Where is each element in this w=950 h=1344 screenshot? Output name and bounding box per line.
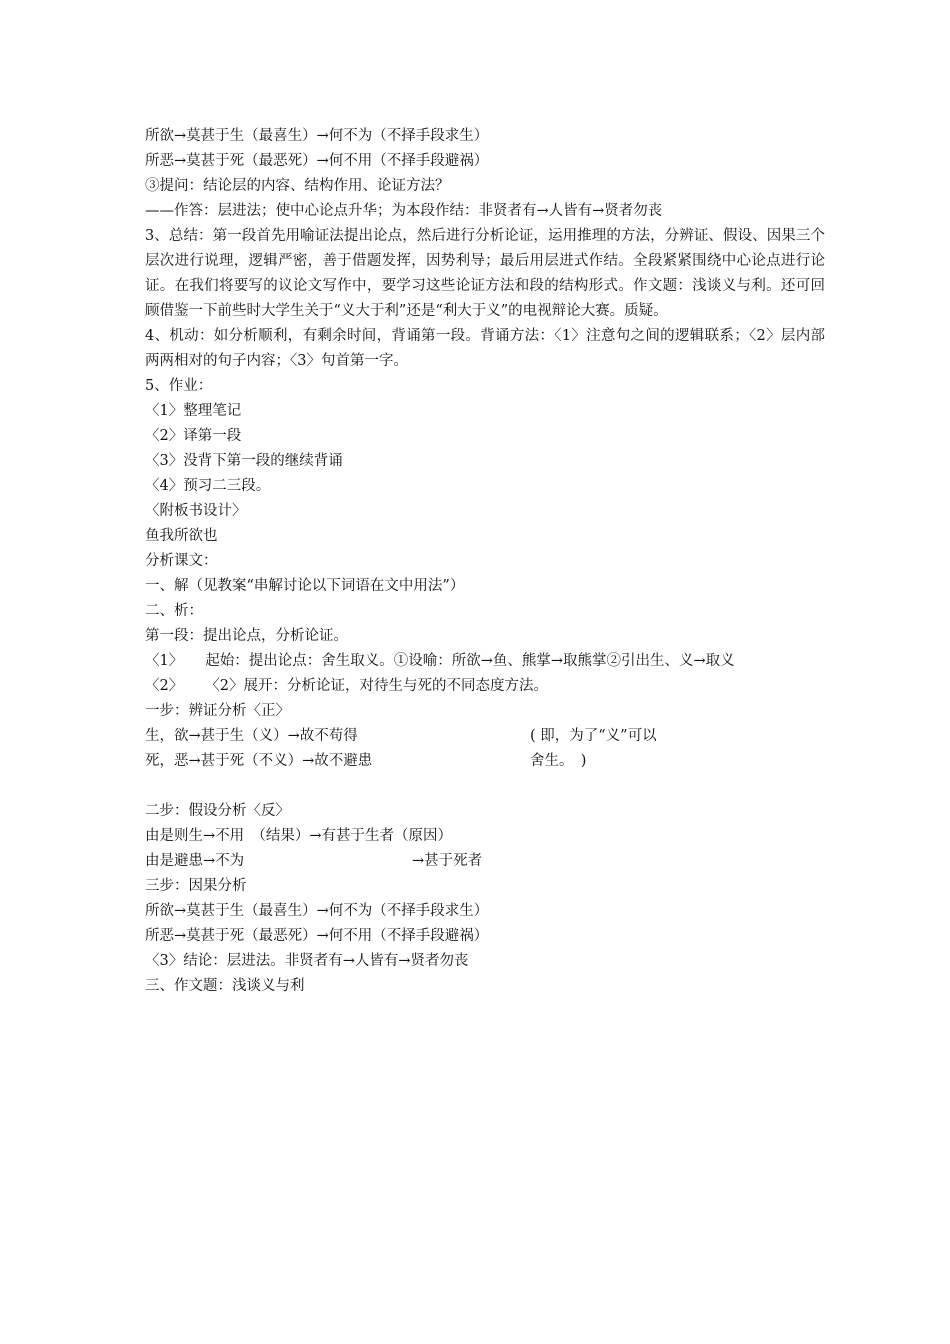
board-expand-item bbox=[145, 674, 825, 699]
document-page bbox=[145, 124, 825, 999]
board-step-2-title: 二步：假设分析〈反〉 bbox=[145, 803, 290, 819]
board-step-3-line-2: 所恶→莫甚于死（最恶死）→何不用（不择手段避祸） bbox=[145, 928, 489, 944]
board-step-2-line-2-right: →甚于死者 bbox=[412, 853, 483, 869]
board-analysis: 分析课文： bbox=[145, 553, 218, 569]
board-expand-text: 〈2〉展开：分析论证，对待生与死的不同态度方法。 bbox=[205, 678, 548, 694]
board-paragraph-1: 第一段：提出论点，分析论证。 bbox=[145, 628, 348, 644]
text-line-answer: ——作答：层进法；使中心论点升华；为本段作结：非贤者有→人皆有→贤者勿丧 bbox=[145, 203, 663, 219]
board-step-1-line-1-left: 生，欲→甚于生（义）→故不苟得 bbox=[145, 728, 358, 744]
board-start-item bbox=[145, 649, 825, 674]
board-title: 鱼我所欲也 bbox=[145, 528, 218, 544]
board-step-1-line-2-left: 死，恶→甚于死（不义）→故不避患 bbox=[145, 753, 373, 769]
text-line-question: ③提问：结论层的内容、结构作用、论证方法？ bbox=[145, 178, 450, 194]
board-expand-number: 〈2〉 bbox=[145, 678, 184, 694]
board-step-1-line-2 bbox=[145, 749, 825, 774]
flexible-paragraph: 4、机动：如分析顺利，有剩余时间，背诵第一段。背诵方法：〈1〉注意句之间的逻辑联系；〈2〉层内部两两相对的句子内容；〈3〉句首第一字。 bbox=[145, 328, 825, 369]
homework-item: 〈3〉没背下第一段的继续背诵 bbox=[145, 453, 343, 469]
board-step-1-title: 一步：辨证分析〈正〉 bbox=[145, 703, 290, 719]
board-step-1-line-1-right: ( 即，为了“义”可以 bbox=[530, 728, 657, 744]
board-step-1-line-1 bbox=[145, 724, 825, 749]
text-line-hate-death: 所恶→莫甚于死（最恶死）→何不用（不择手段避祸） bbox=[145, 153, 489, 169]
board-step-3-line-1: 所欲→莫甚于生（最喜生）→何不为（不择手段求生） bbox=[145, 903, 489, 919]
board-step-2-line-2 bbox=[145, 849, 825, 874]
homework-item: 〈2〉译第一段 bbox=[145, 428, 242, 444]
blank-line bbox=[145, 774, 825, 799]
board-step-3-title: 三步：因果分析 bbox=[145, 878, 247, 894]
board-step-1-line-2-right: 舍生。 ) bbox=[530, 753, 587, 769]
board-start-text: 起始：提出论点：舍生取义。①设喻：所欲→鱼、熊掌→取熊掌②引出生、义→取义 bbox=[205, 653, 735, 669]
board-start-number: 〈1〉 bbox=[145, 653, 184, 669]
board-step-2-line-2-left: 由是避患→不为 bbox=[145, 853, 245, 869]
text-line-desire-life: 所欲→莫甚于生（最喜生）→何不为（不择手段求生） bbox=[145, 128, 489, 144]
board-conclusion: 〈3〉结论：层进法。非贤者有→人皆有→贤者勿丧 bbox=[145, 953, 469, 969]
homework-item: 〈4〉预习二三段。 bbox=[145, 478, 271, 494]
board-section-2: 二、析： bbox=[145, 603, 203, 619]
summary-paragraph: 3、总结：第一段首先用喻证法提出论点，然后进行分析论证，运用推理的方法，分辨证、假设、因果三个层次进行说理，逻辑严密，善于借题发挥，因势利导；最后用层进式作结。全段紧紧围绕中心论点进行论证。在我们将要写的议论文写作中，要学习这些论证方法和段的结构形式。作文题：浅谈义与利。还可回顾借鉴一下前些时大学生关于“义大于利”还是“利大于义”的电视辩论大赛。质疑。 bbox=[145, 228, 825, 319]
board-heading: 〈附板书设计〉 bbox=[145, 503, 247, 519]
homework-title: 5、作业： bbox=[145, 378, 213, 394]
board-section-1: 一、解（见教案“串解讨论以下词语在文中用法”） bbox=[145, 578, 465, 594]
homework-item: 〈1〉整理笔记 bbox=[145, 403, 242, 419]
board-step-2-line-1: 由是则生→不用 （结果）→有甚于生者（原因） bbox=[145, 828, 453, 844]
board-section-3: 三、作文题：浅谈义与利 bbox=[145, 978, 305, 994]
